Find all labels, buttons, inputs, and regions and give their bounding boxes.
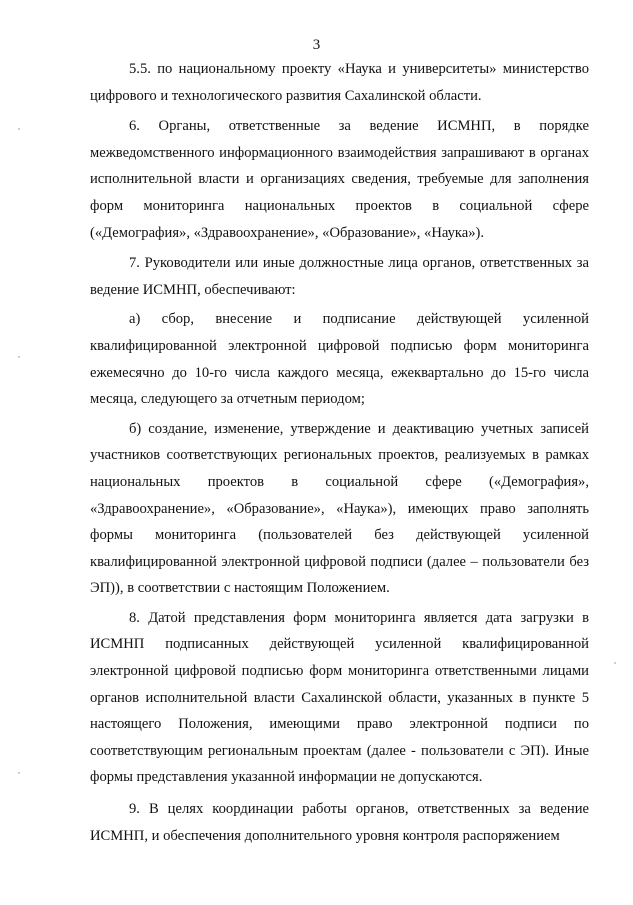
- paragraph-5-5: 5.5. по национальному проекту «Наука и университеты» министерство цифрового и технологического развития Сахалинской области.: [90, 61, 589, 104]
- document-body: [90, 56, 589, 849]
- scan-mark: [18, 128, 20, 130]
- paragraph-9: 9. В целях координации работы органов, ответственных за ведение ИСМНП, и обеспечения дополнительного уровня контроля распоряжением: [90, 801, 589, 844]
- paragraph-6: 6. Органы, ответственные за ведение ИСМНП, в порядке межведомственного информационного взаимодействия запрашивают в органах исполнительной власти и организациях сведения, требуемые для заполнения форм мониторинга национальных проектов в социальной сфере («Демография», «Здравоохранение», «Образование», «Наука»).: [90, 118, 589, 241]
- paragraph-7-b: б) создание, изменение, утверждение и деактивацию учетных записей участников соответствующих региональных проектов, реализуемых в рамках национальных проектов в социальной сфере («Демография», «Здравоохранение», «Образование», «Наука»), имеющих право заполнять формы мониторинга (пользователей без действующей усиленной квалифицированной электронной цифровой подписи (далее – пользователи без ЭП)), в соответствии с настоящим Положением.: [90, 420, 589, 597]
- page-number: 3: [312, 37, 321, 53]
- paragraph-8: 8. Датой представления форм мониторинга является дата загрузки в ИСМНП подписанных действующей усиленной квалифицированной электронной цифровой подписью форм мониторинга ответственными лицами органов исполнительной власти Сахалинской области, указанных в пункте 5 настоящего Положения, имеющими право электронной подписи по соответствующим региональным проектам (далее - пользователи с ЭП). Иные формы представления указанной информации не допускаются.: [90, 609, 589, 786]
- scan-mark: [614, 662, 616, 664]
- scan-mark: [18, 356, 20, 358]
- paragraph-7-a: а) сбор, внесение и подписание действующей усиленной квалифицированной электронной цифровой подписью форм мониторинга ежемесячно до 10-го числа каждого месяца, ежеквартально до 15-го числа месяца, следующего за отчетным периодом;: [90, 311, 589, 408]
- scan-mark: [18, 772, 20, 774]
- paragraph-7: 7. Руководители или иные должностные лица органов, ответственных за ведение ИСМНП, обеспечивают:: [90, 255, 589, 298]
